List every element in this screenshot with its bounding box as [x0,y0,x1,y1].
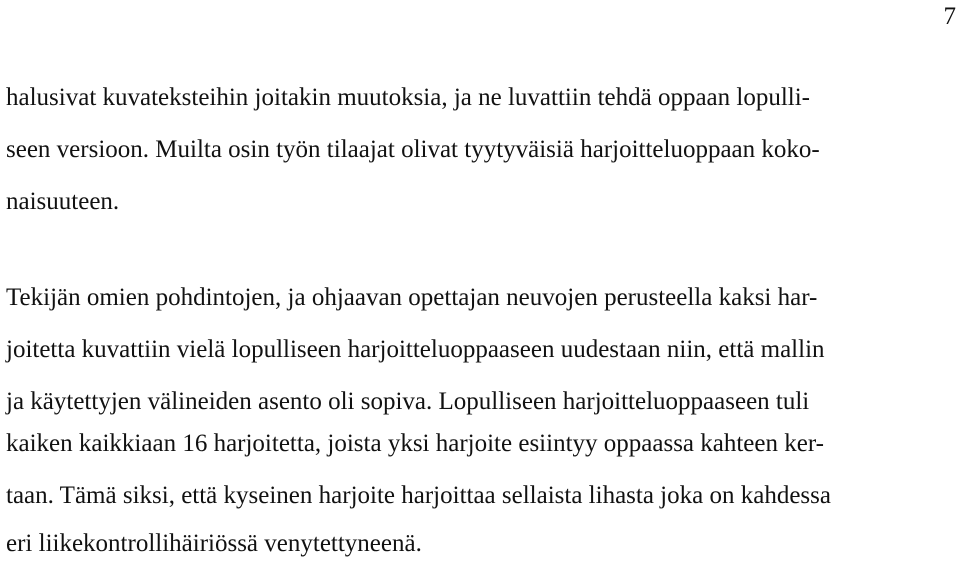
page-number: 7 [943,3,956,30]
